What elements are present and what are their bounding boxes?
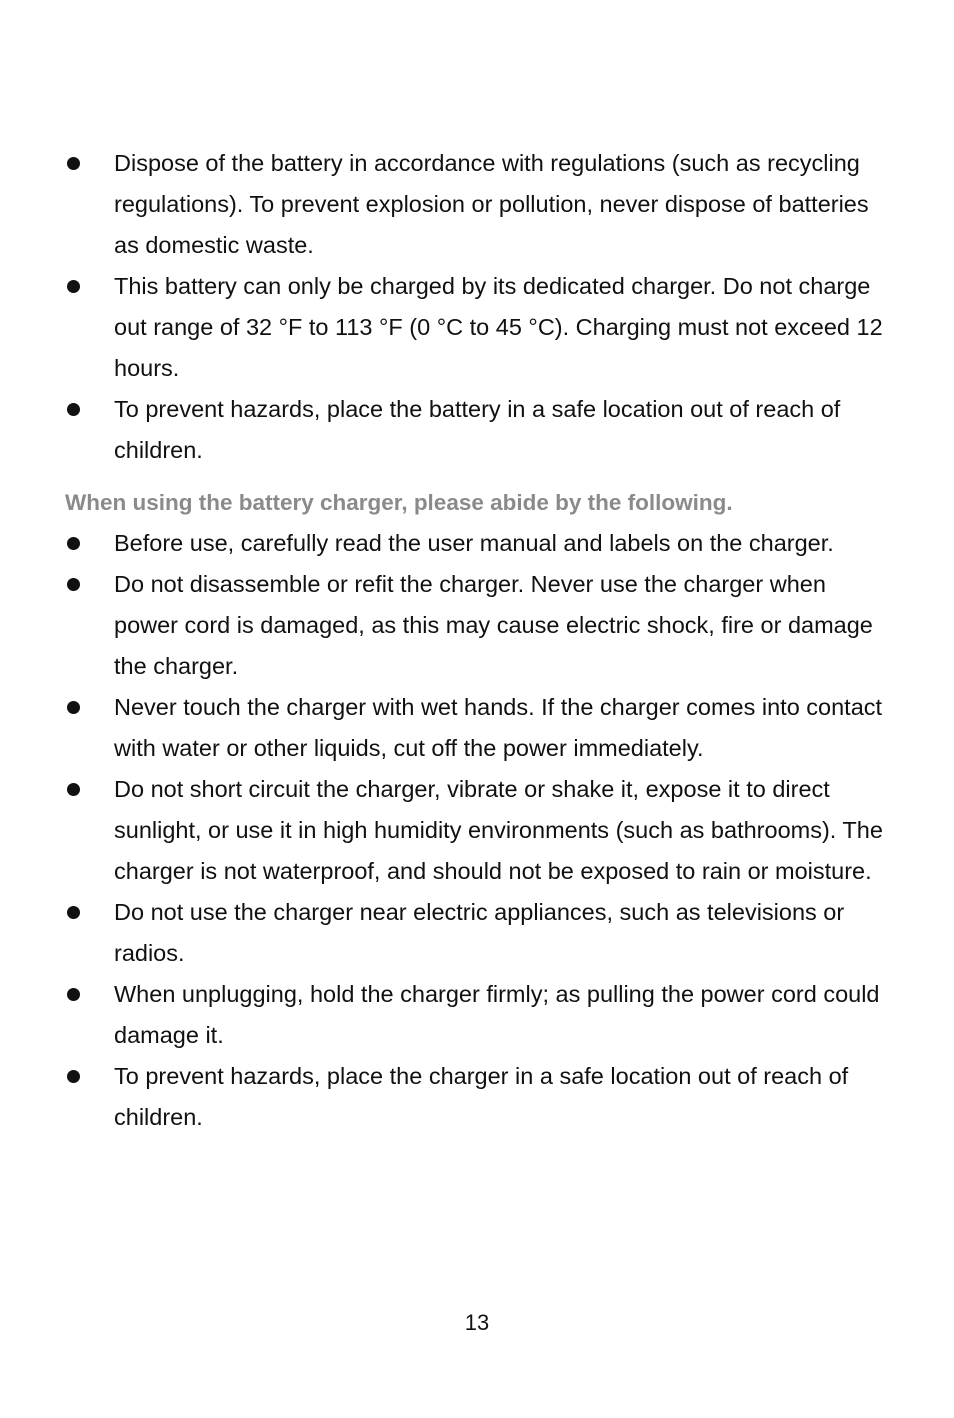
- bullet-dot-icon: [67, 157, 80, 170]
- bullet-dot-icon: [67, 906, 80, 919]
- battery-safety-list: [0, 143, 954, 471]
- list-item-text: This battery can only be charged by its dedicated charger. Do not charge out range of 32 °F to 113 °F (0 °C to 45 °C). Charging must not exceed 12 hours.: [114, 273, 883, 381]
- list-item-text: Before use, carefully read the user manual and labels on the charger.: [114, 530, 834, 556]
- charger-section-heading: When using the battery charger, please abide by the following.: [65, 490, 733, 515]
- list-item: [0, 892, 954, 974]
- list-item-text: Do not short circuit the charger, vibrate or shake it, expose it to direct sunlight, or use it in high humidity environments (such as bathrooms). The charger is not waterproof, and should not be exposed to rain or moisture.: [114, 776, 883, 884]
- bullet-dot-icon: [67, 403, 80, 416]
- page-content: [0, 143, 954, 1138]
- list-item-text: Do not use the charger near electric appliances, such as televisions or radios.: [114, 899, 845, 966]
- list-item: [0, 564, 954, 687]
- page-number: 13: [464, 1310, 490, 1335]
- bullet-dot-icon: [67, 701, 80, 714]
- list-item-text: Never touch the charger with wet hands. If the charger comes into contact with water or other liquids, cut off the power immediately.: [114, 694, 883, 761]
- list-item: [0, 523, 954, 564]
- list-item: [0, 266, 954, 389]
- list-item: [0, 1056, 954, 1138]
- list-item: [0, 974, 954, 1056]
- bullet-dot-icon: [67, 280, 80, 293]
- list-item: [0, 769, 954, 892]
- charger-safety-list: [0, 523, 954, 1138]
- list-item-text: When unplugging, hold the charger firmly; as pulling the power cord could damage it.: [114, 981, 880, 1048]
- list-item-text: To prevent hazards, place the charger in a safe location out of reach of children.: [114, 1063, 849, 1130]
- list-item: [0, 687, 954, 769]
- list-item-text: Dispose of the battery in accordance with regulations (such as recycling regulations). To prevent explosion or pollution, never dispose of batteries as domestic waste.: [114, 150, 869, 258]
- list-item: [0, 389, 954, 471]
- list-item: [0, 143, 954, 266]
- list-item-text: Do not disassemble or refit the charger. Never use the charger when power cord is damaged, as this may cause electric shock, fire or damage the charger.: [114, 571, 873, 679]
- bullet-dot-icon: [67, 537, 80, 550]
- bullet-dot-icon: [67, 1070, 80, 1083]
- bullet-dot-icon: [67, 783, 80, 796]
- bullet-dot-icon: [67, 578, 80, 591]
- list-item-text: To prevent hazards, place the battery in a safe location out of reach of children.: [114, 396, 841, 463]
- bullet-dot-icon: [67, 988, 80, 1001]
